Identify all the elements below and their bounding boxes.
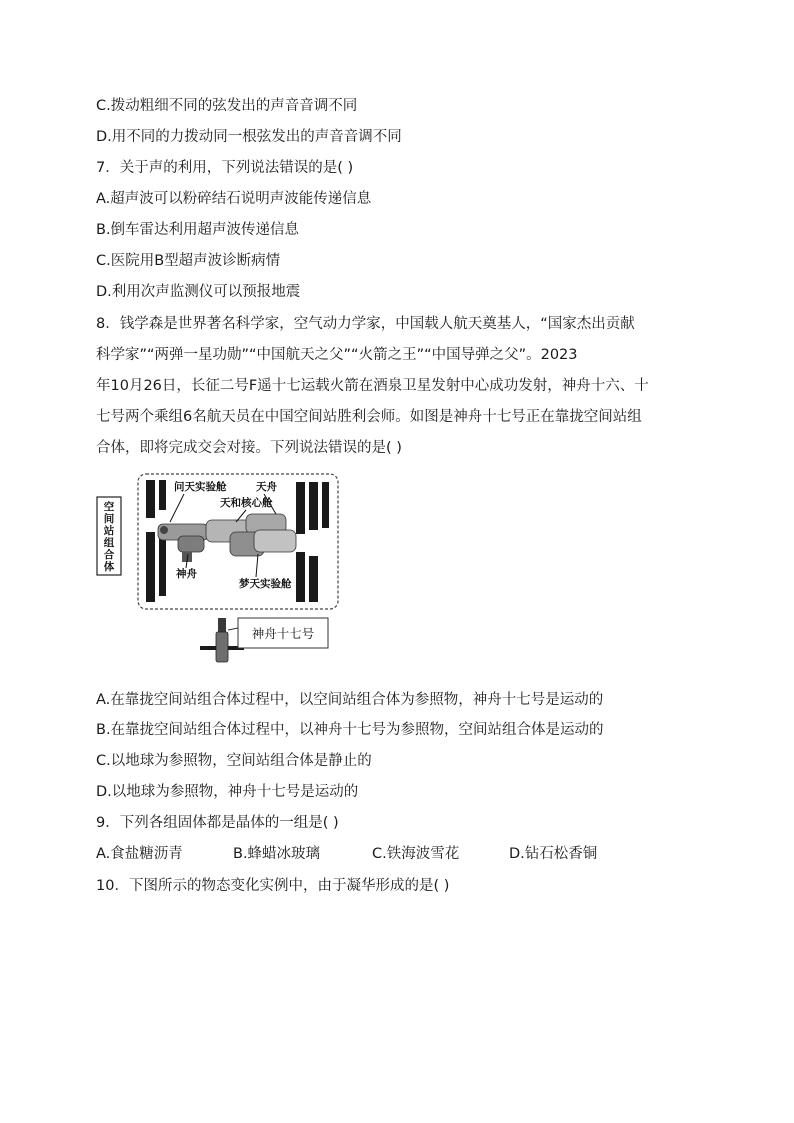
side-label-char: 站 [103,525,115,537]
q8-option-a: A.在靠拢空间站组合体过程中，以空间站组合体为参照物，神舟十七号是运动的 [96,692,604,708]
mengtian-label: 梦天实验舱 [239,578,292,590]
q7-stem: 7．关于声的利用，下列说法错误的是( ) [96,160,354,176]
side-label-char: 间 [103,513,115,525]
q9-stem: 9．下列各组固体都是晶体的一组是( ) [96,815,339,831]
q9-option-a: A.食盐糖沥青 [96,846,183,862]
q9-option-b: B.蜂蜡冰玻璃 [233,846,321,862]
sz17-label: 神舟十七号 [251,626,315,641]
q8-option-d: D.以地球为参照物，神舟十七号是运动的 [96,784,359,800]
side-label-char: 空 [103,501,115,513]
q7-option-b: B.倒车雷达利用超声波传递信息 [96,222,300,238]
q8-stem-line-2: 科学家”“两弹一星功勋”“中国航天之父”“火箭之王”“中国导弹之父”。2023 [96,347,578,363]
q8-stem-line-5: 合体，即将完成交会对接。下列说法错误的是( ) [96,440,402,456]
q8-option-b: B.在靠拢空间站组合体过程中，以神舟十七号为参照物，空间站组合体是运动的 [96,722,604,738]
q8-stem-line-4: 七号两个乘组6名航天员在中国空间站胜利会师。如图是神舟十七号正在靠拢空间站组 [96,409,642,425]
side-label-char: 组 [103,537,115,549]
tianzhou-label: 天舟 [256,481,277,493]
space-station-figure [96,470,346,675]
shenzhou-label: 神舟 [176,568,197,580]
side-label-char: 合 [103,549,115,561]
q9-option-d: D.钻石松香铜 [509,846,598,862]
q8-stem-line-3: 年10月26日，长征二号F遥十七运载火箭在酒泉卫星发射中心成功发射，神舟十六、十 [96,378,649,394]
tianhe-label: 天和核心舱 [220,497,273,509]
q9-option-c: C.铁海波雪花 [372,846,460,862]
q10-stem: 10．下图所示的物态变化实例中，由于凝华形成的是( ) [96,878,450,894]
wentian-label: 问天实验舱 [174,481,227,493]
q7-option-c: C.医院用B型超声波诊断病情 [96,253,281,269]
q7-option-a: A.超声波可以粉碎结石说明声波能传递信息 [96,191,372,207]
q8-option-c: C.以地球为参照物，空间站组合体是静止的 [96,753,372,769]
q7-option-d: D.利用次声监测仪可以预报地震 [96,284,301,300]
q6-option-d: D.用不同的力拨动同一根弦发出的声音音调不同 [96,129,402,145]
shenzhou-17-craft [200,618,244,662]
side-label-char: 体 [103,561,115,573]
q6-option-c: C.拨动粗细不同的弦发出的声音音调不同 [96,98,358,114]
q8-stem-line-1: 8．钱学森是世界著名科学家，空气动力学家，中国载人航天奠基人，“国家杰出贡献 [96,316,635,332]
sz17-pointer [228,628,238,630]
